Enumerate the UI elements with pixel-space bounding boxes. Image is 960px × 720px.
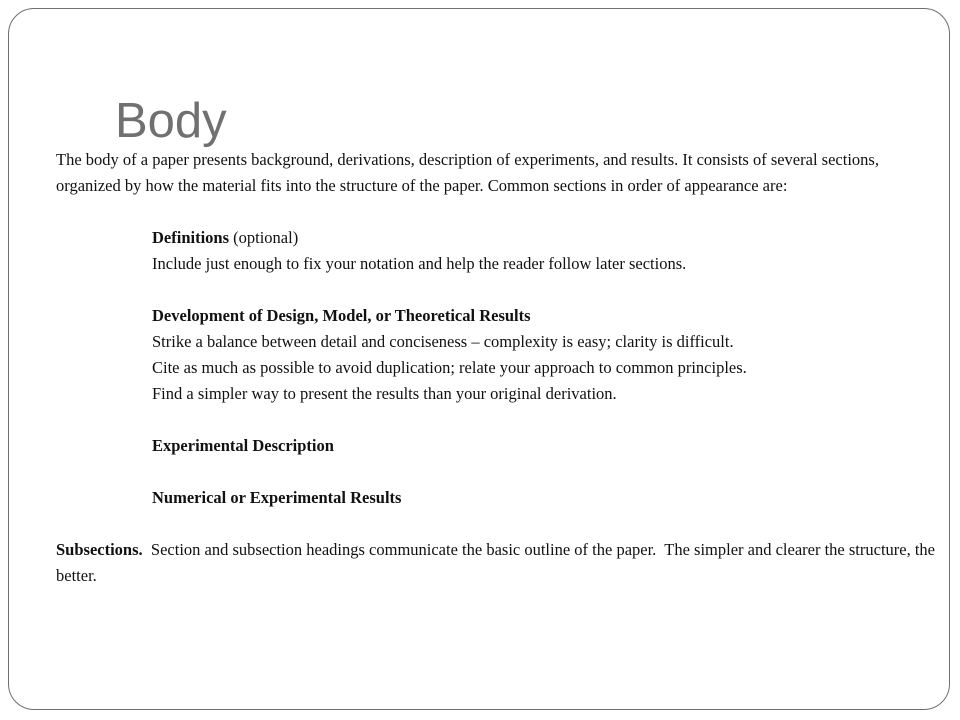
section-development: [56, 303, 936, 407]
intro-paragraph: The body of a paper presents background, derivations, description of experiments, and results. It consists of several sections, organized by how the material fits into the structure of the paper. Common sections in order of appearance are:: [56, 150, 879, 195]
development-line: Cite as much as possible to avoid duplication; relate your approach to common principles.: [152, 358, 747, 377]
section-experimental-description: [56, 433, 936, 459]
spacer: [56, 199, 936, 225]
development-heading: Development of Design, Model, or Theoretical Results: [152, 306, 531, 325]
definitions-line: Include just enough to fix your notation and help the reader follow later sections.: [152, 254, 687, 273]
development-line: Strike a balance between detail and conciseness – complexity is easy; clarity is difficult.: [152, 332, 734, 351]
spacer: [56, 277, 936, 303]
spacer: [56, 459, 936, 485]
slide-frame: [8, 8, 950, 710]
subsections-label: Subsections.: [56, 540, 143, 559]
section-definitions: [56, 225, 936, 277]
spacer: [56, 511, 936, 537]
subsections-text: Section and subsection headings communicate the basic outline of the paper. The simpler and clearer the structure, the better.: [56, 540, 940, 585]
definitions-heading-line: [152, 225, 936, 251]
slide-body: [56, 147, 940, 589]
section-results: [56, 485, 936, 511]
definitions-optional-note: (optional): [229, 228, 299, 247]
experimental-description-heading: Experimental Description: [152, 436, 334, 455]
definitions-heading: Definitions: [152, 228, 230, 247]
slide-title: Body: [115, 94, 227, 148]
subsections-paragraph: [56, 537, 940, 589]
results-heading: Numerical or Experimental Results: [152, 488, 402, 507]
spacer: [56, 407, 936, 433]
development-line: Find a simpler way to present the results than your original derivation.: [152, 384, 617, 403]
